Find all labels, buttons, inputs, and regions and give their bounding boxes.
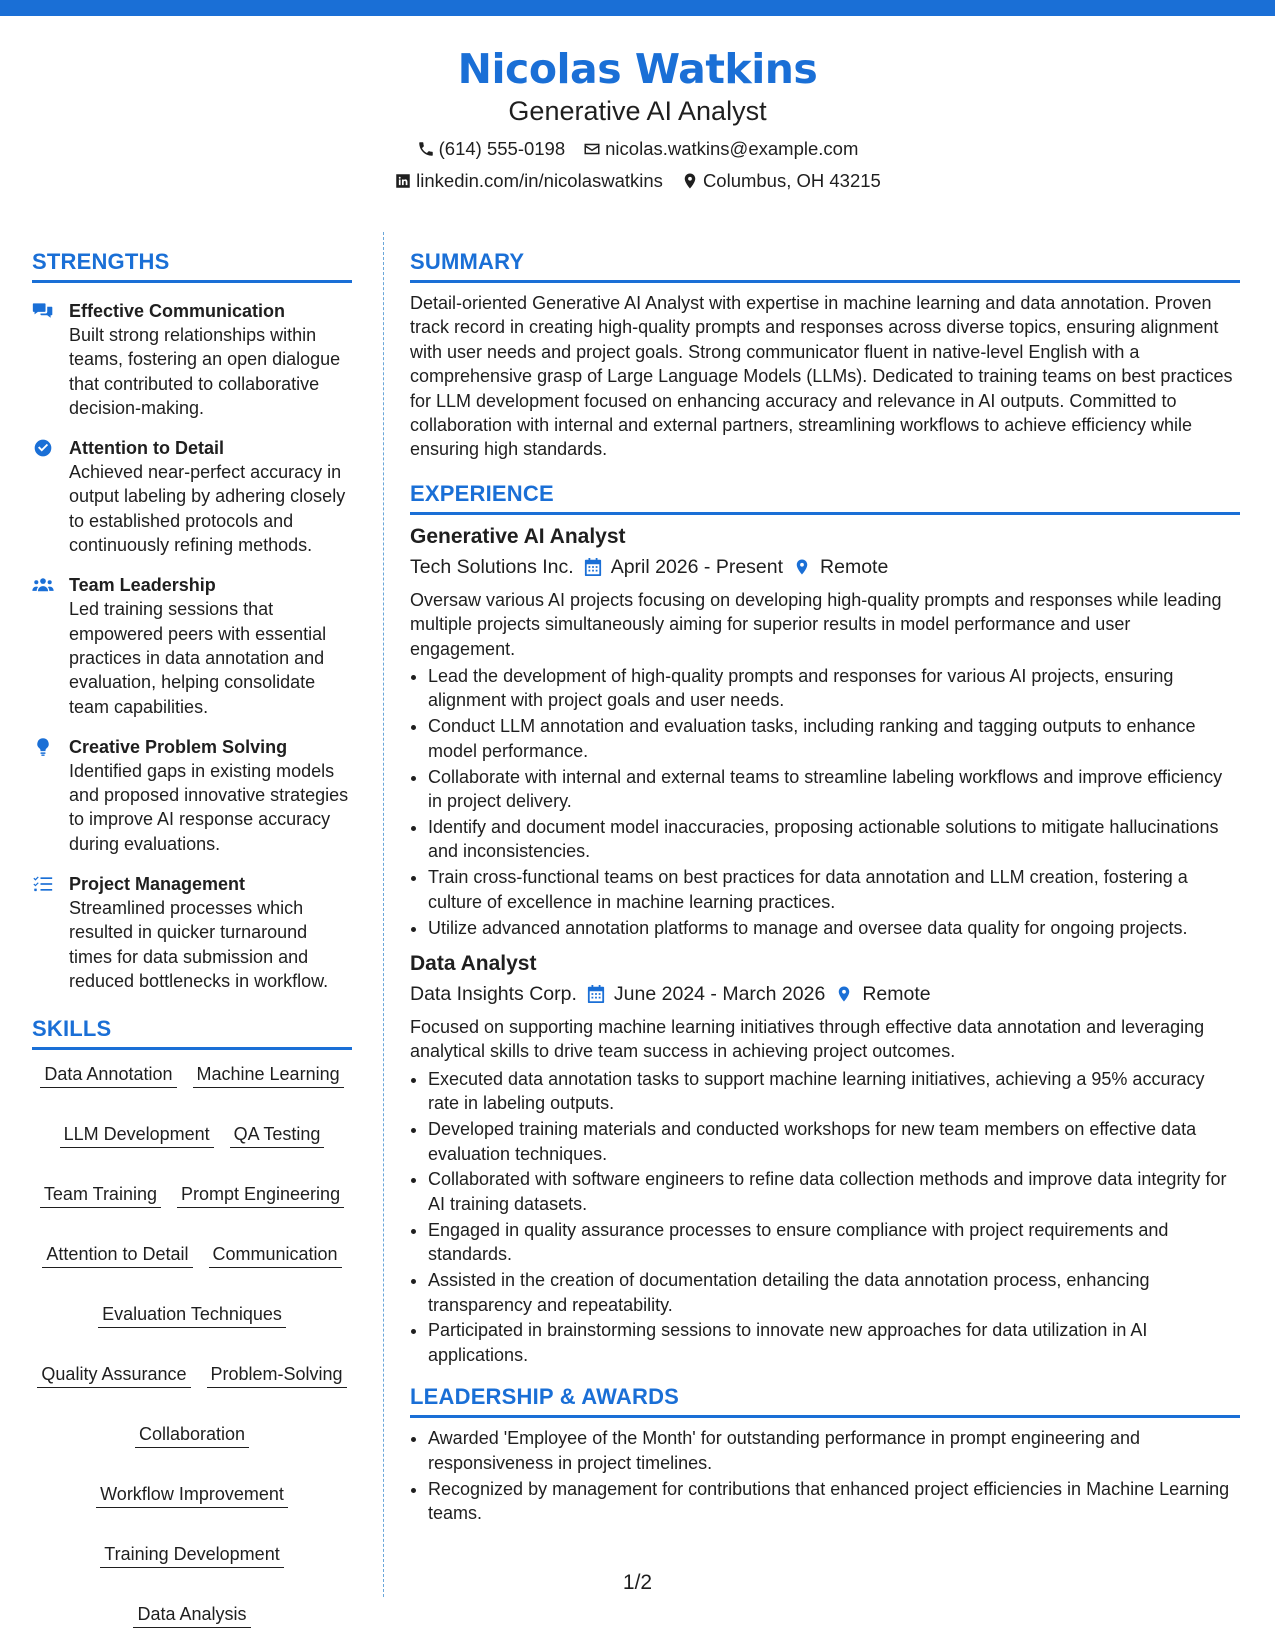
job-location: Remote	[820, 555, 889, 578]
leadership-section	[410, 1383, 1240, 1525]
strength-desc: Led training sessions that empowered peers with essential practices in data annotation and evaluation, helping consolidate team capabilities.	[69, 599, 327, 717]
job-meta	[410, 981, 1240, 1007]
top-accent-bar	[0, 0, 1275, 16]
job-company: Tech Solutions Inc.	[410, 555, 574, 578]
strength-title: Creative Problem Solving	[69, 736, 288, 757]
location-text: Columbus, OH 43215	[702, 170, 881, 191]
strength-item	[32, 573, 352, 718]
job-company: Data Insights Corp.	[410, 983, 577, 1006]
bullet-item: • Train cross-functional teams on best practices for data annotation and LLM creation, fostering a culture of excellence in machine learning practices.	[428, 865, 1240, 914]
skills-list	[32, 1062, 352, 1628]
strength-item	[32, 436, 352, 557]
map-pin-icon	[793, 557, 811, 577]
users-icon	[32, 575, 54, 595]
left-column	[32, 248, 352, 1628]
email-text: nicolas.watkins@example.com	[605, 138, 859, 159]
skill-tag: Communication	[209, 1242, 342, 1268]
job-meta	[410, 554, 1240, 580]
comments-icon	[32, 301, 54, 321]
leadership-heading: LEADERSHIP & AWARDS	[410, 1383, 1240, 1418]
lightbulb-icon	[32, 737, 54, 757]
strengths-section	[32, 248, 352, 993]
experience-section	[410, 480, 1240, 1367]
linkedin-text: linkedin.com/in/nicolaswatkins	[416, 170, 663, 191]
contact-linkedin[interactable]	[394, 170, 663, 192]
job-bullets	[410, 664, 1240, 940]
job-bullets	[410, 1067, 1240, 1367]
skill-tag: Data Annotation	[40, 1062, 176, 1088]
bullet-item: • Assisted in the creation of documentation detailing the data annotation process, enhancing transparency and repeatability.	[428, 1268, 1240, 1317]
page-number: 1/2	[622, 1571, 653, 1594]
strength-item	[32, 299, 352, 420]
strength-title: Attention to Detail	[69, 438, 224, 459]
skill-tag: Prompt Engineering	[177, 1182, 344, 1208]
strength-desc: Achieved near-perfect accuracy in output labeling by adhering closely to established protocols and continuously refining methods.	[69, 462, 346, 556]
skill-tag: Training Development	[100, 1542, 283, 1568]
column-divider	[383, 232, 384, 1597]
skill-tag: Attention to Detail	[42, 1242, 192, 1268]
contact-row-1	[0, 138, 1275, 160]
bullet-item: • Conduct LLM annotation and evaluation tasks, including ranking and tagging outputs to enhance model performance.	[428, 714, 1240, 763]
calendar-icon	[584, 557, 602, 577]
job-description: Oversaw various AI projects focusing on developing high-quality prompts and responses while leading multiple projects simultaneously aiming for superior results in model performance and user engagement.	[410, 589, 1222, 659]
task-list-icon	[32, 874, 54, 894]
right-column	[410, 248, 1240, 1527]
map-pin-icon	[835, 984, 853, 1004]
experience-heading: EXPERIENCE	[410, 480, 1240, 515]
summary-text: Detail-oriented Generative AI Analyst with expertise in machine learning and data annotation. Proven track record in creating high-quality prompts and responses across diverse topics, ensuring alignment with user needs and project goals. Strong communicator fluent in native-level English with a comprehensive grasp of Large Language Models (LLMs). Dedicated to training teams on best practices for LLM development focused on enhancing accuracy and relevance in AI outputs. Committed to collaboration with internal and external partners, streamlining workflows to achieve efficiency while ensuring high standards.	[410, 293, 1233, 460]
strength-title: Team Leadership	[69, 575, 216, 596]
skill-tag: Problem-Solving	[207, 1362, 347, 1388]
check-circle-icon	[32, 438, 54, 458]
calendar-icon	[587, 984, 605, 1004]
candidate-title: Generative AI Analyst	[508, 96, 767, 126]
job-dates: June 2024 - March 2026	[613, 983, 826, 1006]
skill-tag: LLM Development	[60, 1122, 214, 1148]
linkedin-icon	[394, 172, 412, 190]
skill-tag: Evaluation Techniques	[98, 1302, 286, 1328]
resume-header	[0, 44, 1275, 192]
strength-title: Effective Communication	[69, 301, 286, 321]
bullet-item: • Identify and document model inaccuracies, proposing actionable solutions to mitigate hallucinations and inconsistencies.	[428, 815, 1240, 864]
job-entry	[410, 523, 1240, 940]
leadership-bullets	[410, 1426, 1240, 1525]
job-description: Focused on supporting machine learning initiatives through effective data annotation and leveraging analytical skills to drive team success in achieving project outcomes.	[410, 1017, 1205, 1062]
skill-tag: Machine Learning	[193, 1062, 344, 1088]
summary-heading: SUMMARY	[410, 248, 1240, 283]
candidate-name: Nicolas Watkins	[457, 45, 818, 93]
job-title: Data Analyst	[410, 952, 537, 976]
skill-tag: Workflow Improvement	[96, 1482, 288, 1508]
phone-icon	[417, 140, 435, 158]
skills-section	[32, 1015, 352, 1628]
job-location: Remote	[862, 983, 931, 1006]
contact-phone[interactable]	[417, 138, 566, 160]
job-title: Generative AI Analyst	[410, 524, 626, 548]
strength-desc: Identified gaps in existing models and proposed innovative strategies to improve AI response accuracy during evaluations.	[69, 760, 349, 854]
bullet-item: • Collaborate with internal and external teams to streamline labeling workflows and improve efficiency in project delivery.	[428, 765, 1240, 814]
skill-tag: Collaboration	[135, 1422, 249, 1448]
skill-tag: Team Training	[40, 1182, 161, 1208]
job-dates: April 2026 - Present	[610, 555, 784, 578]
skill-tag: Data Analysis	[133, 1602, 250, 1628]
contact-email[interactable]	[583, 138, 858, 160]
map-pin-icon	[681, 172, 699, 190]
bullet-item: • Executed data annotation tasks to support machine learning initiatives, achieving a 95% accuracy rate in labeling outputs.	[428, 1067, 1240, 1116]
bullet-item: • Recognized by management for contributions that enhanced project efficiencies in Machine Learning teams.	[428, 1477, 1240, 1526]
strength-title: Project Management	[69, 874, 246, 895]
bullet-item: • Utilize advanced annotation platforms to manage and oversee data quality for ongoing projects.	[428, 916, 1240, 940]
phone-text: (614) 555-0198	[438, 138, 566, 159]
contact-location	[681, 170, 881, 192]
skill-tag: QA Testing	[230, 1122, 325, 1148]
job-entry	[410, 950, 1240, 1367]
bullet-item: • Collaborated with software engineers to refine data collection methods and improve data integrity for AI training datasets.	[428, 1167, 1240, 1216]
contact-row-2	[0, 170, 1275, 192]
strength-desc: Streamlined processes which resulted in quicker turnaround times for data submission and reduced bottlenecks in workflow.	[69, 898, 329, 991]
bullet-item: • Lead the development of high-quality prompts and responses for various AI projects, ensuring alignment with project goals and user needs.	[428, 664, 1240, 713]
strength-desc: Built strong relationships within teams, fostering an open dialogue that contributed to collaborative decision-making.	[69, 325, 341, 418]
bullet-item: • Awarded 'Employee of the Month' for outstanding performance in prompt engineering and responsiveness in project timelines.	[428, 1426, 1240, 1475]
strength-item	[32, 735, 352, 856]
summary-section	[410, 248, 1240, 462]
strengths-heading: STRENGTHS	[32, 248, 352, 283]
skills-heading: SKILLS	[32, 1015, 352, 1050]
bullet-item: • Participated in brainstorming sessions to innovate new approaches for data utilization in AI applications.	[428, 1318, 1240, 1367]
strength-item	[32, 872, 352, 993]
bullet-item: • Engaged in quality assurance processes to ensure compliance with project requirements and standards.	[428, 1218, 1240, 1267]
skill-tag: Quality Assurance	[37, 1362, 190, 1388]
envelope-icon	[583, 140, 601, 158]
bullet-item: • Developed training materials and conducted workshops for new team members on effective data evaluation techniques.	[428, 1117, 1240, 1166]
